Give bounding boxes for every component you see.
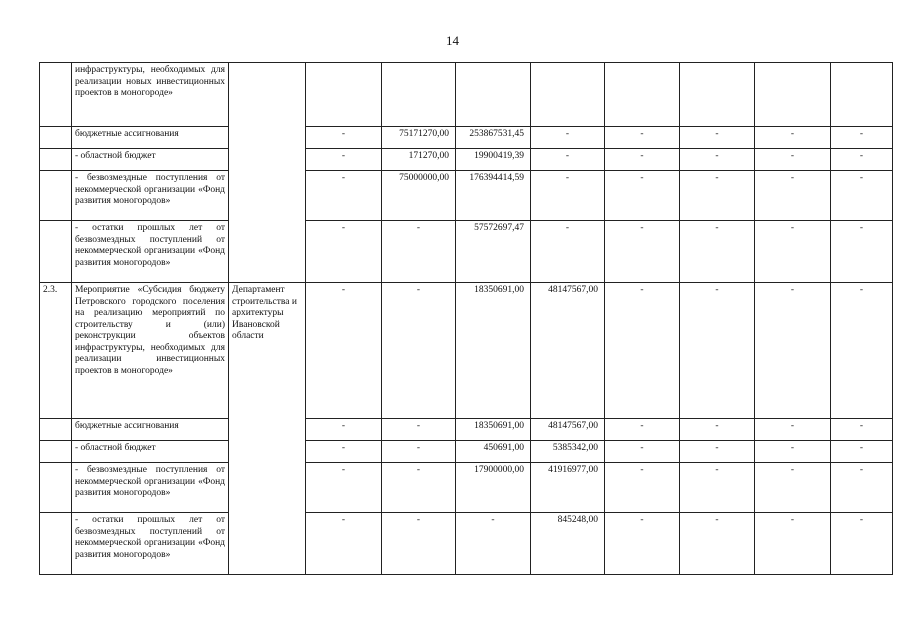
value-cell: - — [382, 419, 456, 441]
value-cell: - — [605, 283, 680, 419]
value-cell: - — [382, 221, 456, 283]
value-cell: - — [306, 221, 382, 283]
value-cell: - — [831, 419, 893, 441]
value-cell: 41916977,00 — [531, 463, 605, 513]
value-cell: - — [531, 127, 605, 149]
value-cell: 171270,00 — [382, 149, 456, 171]
value-cell — [531, 63, 605, 127]
budget-table — [39, 62, 893, 575]
row-number — [40, 221, 72, 283]
value-cell: - — [755, 463, 831, 513]
item-name: Мероприятие «Субсидия бюджету Петровского городского поселения на реализацию мероприятий по строительству и (или) реконструкции объектов инфраструктуры, необходимых для реализации инвестиционных проектов в моногороде» — [72, 283, 229, 419]
row-number — [40, 419, 72, 441]
table-row — [40, 463, 893, 513]
value-cell: - — [680, 283, 755, 419]
value-cell — [382, 63, 456, 127]
value-cell: - — [831, 149, 893, 171]
value-cell: - — [306, 149, 382, 171]
value-cell: - — [531, 171, 605, 221]
value-cell: - — [531, 221, 605, 283]
value-cell: - — [605, 463, 680, 513]
value-cell: - — [755, 127, 831, 149]
item-name: - остатки прошлых лет от безвозмездных поступлений от некоммерческой организации «Фонд развития моногородов» — [72, 513, 229, 575]
table-row — [40, 419, 893, 441]
row-number: 2.3. — [40, 283, 72, 419]
value-cell: - — [306, 441, 382, 463]
row-number — [40, 127, 72, 149]
value-cell: - — [306, 513, 382, 575]
value-cell — [306, 63, 382, 127]
value-cell: - — [382, 463, 456, 513]
value-cell — [831, 63, 893, 127]
value-cell: - — [831, 513, 893, 575]
row-number — [40, 149, 72, 171]
value-cell: - — [306, 463, 382, 513]
table-row — [40, 171, 893, 221]
value-cell — [456, 63, 531, 127]
value-cell: - — [306, 127, 382, 149]
value-cell: - — [831, 283, 893, 419]
value-cell: - — [605, 419, 680, 441]
value-cell: - — [680, 419, 755, 441]
value-cell: - — [680, 463, 755, 513]
row-number — [40, 463, 72, 513]
value-cell — [605, 63, 680, 127]
executor-cell — [229, 63, 306, 283]
table-row — [40, 149, 893, 171]
item-name: - областной бюджет — [72, 149, 229, 171]
value-cell: 19900419,39 — [456, 149, 531, 171]
value-cell: - — [605, 441, 680, 463]
value-cell — [680, 63, 755, 127]
value-cell: - — [755, 441, 831, 463]
value-cell: - — [382, 441, 456, 463]
value-cell: - — [306, 283, 382, 419]
value-cell: 17900000,00 — [456, 463, 531, 513]
value-cell: - — [831, 463, 893, 513]
row-number — [40, 171, 72, 221]
value-cell: - — [831, 127, 893, 149]
value-cell: - — [755, 513, 831, 575]
value-cell: - — [605, 171, 680, 221]
item-name: - областной бюджет — [72, 441, 229, 463]
value-cell: - — [680, 441, 755, 463]
table-row — [40, 221, 893, 283]
item-name: инфраструктуры, необходимых для реализации новых инвестиционных проектов в моногороде» — [72, 63, 229, 127]
value-cell: 18350691,00 — [456, 283, 531, 419]
table-row — [40, 283, 893, 419]
table-row — [40, 127, 893, 149]
value-cell: 48147567,00 — [531, 419, 605, 441]
value-cell: - — [680, 171, 755, 221]
item-name: - безвозмездные поступления от некоммерческой организации «Фонд развития моногородов» — [72, 171, 229, 221]
value-cell: - — [531, 149, 605, 171]
value-cell: 253867531,45 — [456, 127, 531, 149]
item-name: - остатки прошлых лет от безвозмездных поступлений от некоммерческой организации «Фонд развития моногородов» — [72, 221, 229, 283]
value-cell: - — [831, 171, 893, 221]
value-cell: - — [605, 221, 680, 283]
value-cell: - — [680, 127, 755, 149]
table-row — [40, 63, 893, 127]
value-cell: - — [831, 221, 893, 283]
value-cell: 48147567,00 — [531, 283, 605, 419]
value-cell: 75000000,00 — [382, 171, 456, 221]
value-cell: 845248,00 — [531, 513, 605, 575]
value-cell: - — [456, 513, 531, 575]
row-number — [40, 513, 72, 575]
value-cell: - — [755, 419, 831, 441]
value-cell: - — [382, 283, 456, 419]
value-cell: - — [605, 149, 680, 171]
value-cell: 176394414,59 — [456, 171, 531, 221]
value-cell: - — [680, 149, 755, 171]
value-cell: - — [306, 171, 382, 221]
value-cell: - — [755, 171, 831, 221]
value-cell: - — [306, 419, 382, 441]
table-body — [40, 63, 893, 575]
item-name: бюджетные ассигнования — [72, 127, 229, 149]
row-number — [40, 63, 72, 127]
executor-cell: Департамент строительства и архитектуры Ивановской области — [229, 283, 306, 575]
table-row — [40, 441, 893, 463]
page-number: 14 — [446, 33, 459, 48]
value-cell: - — [605, 127, 680, 149]
value-cell: 75171270,00 — [382, 127, 456, 149]
value-cell: - — [755, 149, 831, 171]
value-cell: - — [605, 513, 680, 575]
value-cell: - — [755, 283, 831, 419]
item-name: бюджетные ассигнования — [72, 419, 229, 441]
value-cell: 450691,00 — [456, 441, 531, 463]
item-name: - безвозмездные поступления от некоммерческой организации «Фонд развития моногородов» — [72, 463, 229, 513]
value-cell: - — [680, 221, 755, 283]
value-cell: 5385342,00 — [531, 441, 605, 463]
row-number — [40, 441, 72, 463]
value-cell: - — [382, 513, 456, 575]
value-cell — [755, 63, 831, 127]
table-row — [40, 513, 893, 575]
value-cell: - — [831, 441, 893, 463]
value-cell: 57572697,47 — [456, 221, 531, 283]
value-cell: 18350691,00 — [456, 419, 531, 441]
value-cell: - — [755, 221, 831, 283]
value-cell: - — [680, 513, 755, 575]
